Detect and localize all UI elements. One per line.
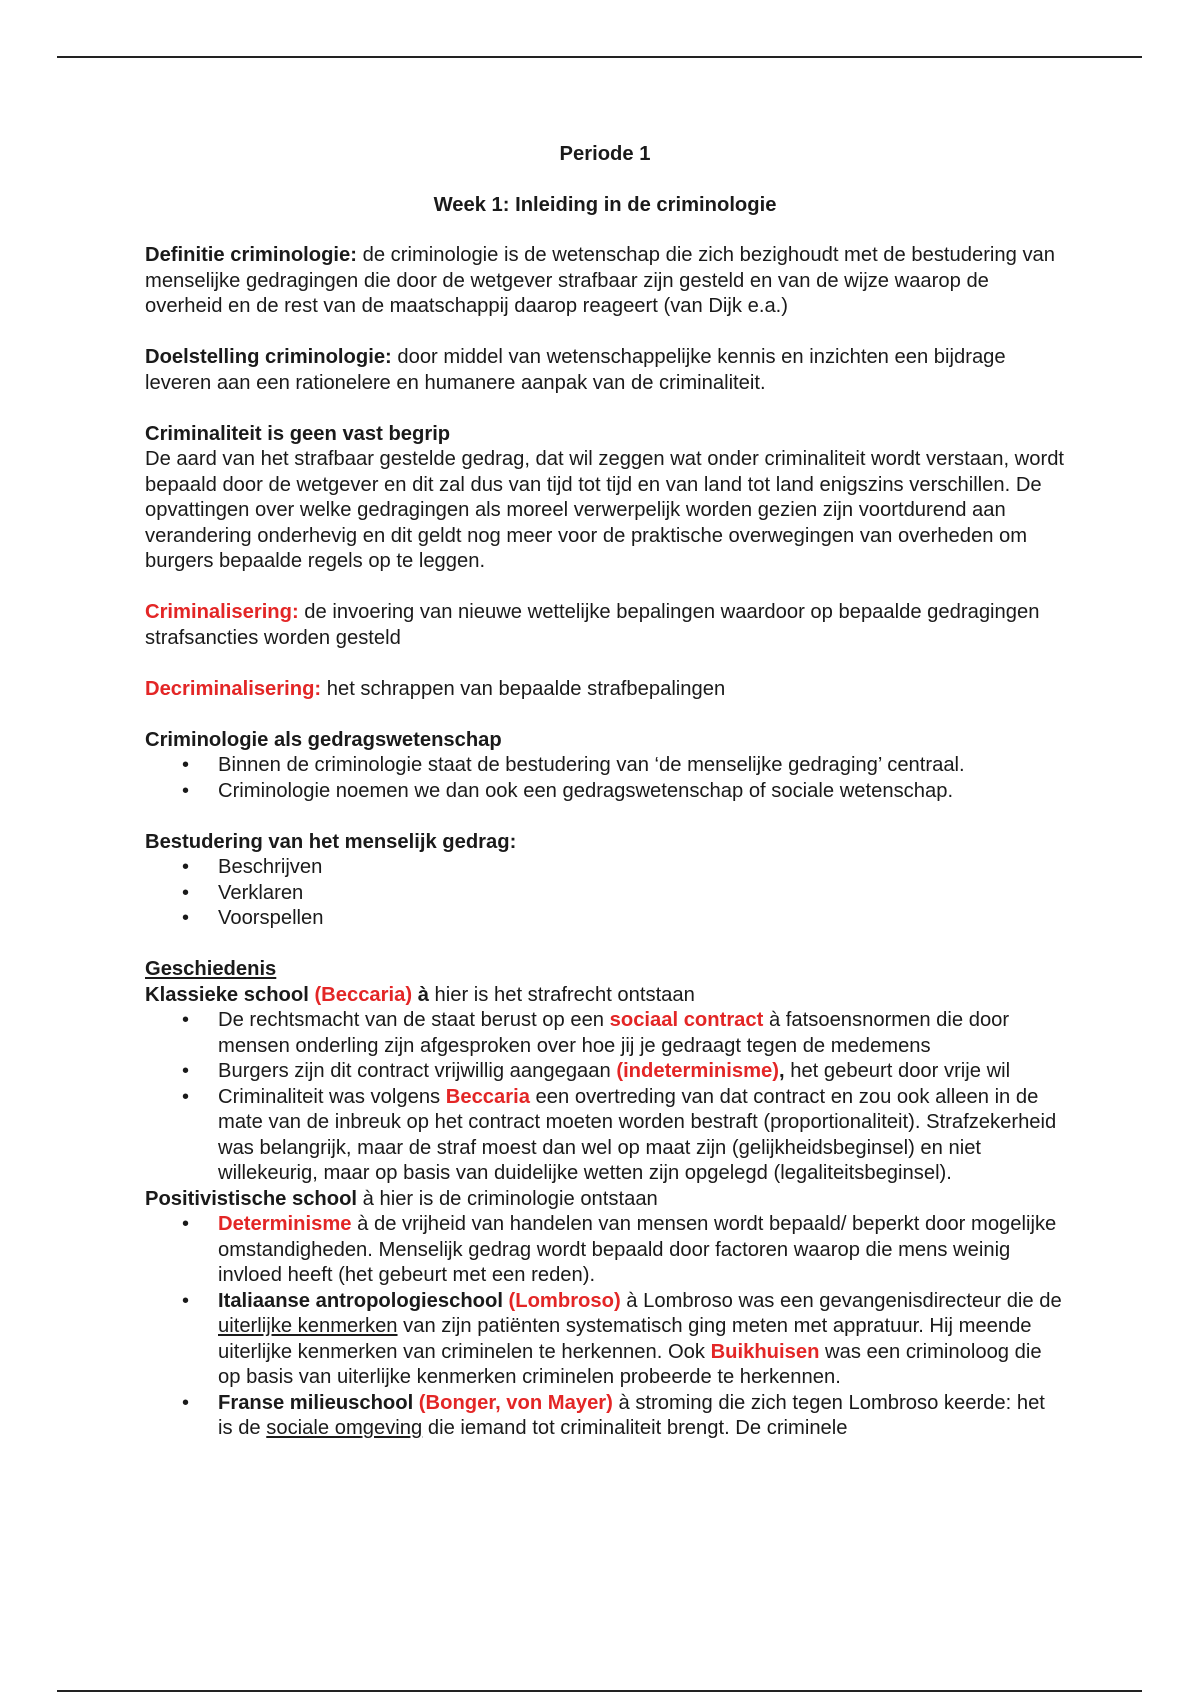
criminaliteit-text: De aard van het strafbaar gestelde gedrag, dat wil zeggen wat onder criminaliteit wordt verstaan, wordt bepaald door de wetgever en dit zal dus van tijd tot tijd en van land tot land enigszins verschillen. De opvattingen over welke gedragingen als moreel verwerpelijk worden gezien zijn voortdurend aan verandering onderhevig en dit geldt nog meer voor de praktische overwegingen van overheden om burgers bepaalde regels op te leggen. <box>145 448 1065 572</box>
highlight-term: (indeterminisme) <box>616 1060 779 1082</box>
criminalisering-label: Criminalisering: <box>145 601 299 623</box>
definitie-label: Definitie criminologie: <box>145 244 357 266</box>
highlight-term: (Bonger, von Mayer) <box>413 1391 613 1414</box>
decriminalisering-paragraph <box>145 677 1065 703</box>
decriminalisering-label: Decriminalisering: <box>145 677 322 700</box>
item-text: , <box>779 1060 785 1082</box>
item-text: een overtreding van dat contract en zou ook alleen in de mate van de inbreuk op het contract moeten worden bestraft (proportionaliteit). Strafzekerheid was belangrijk, maar de straf moest dan wel op maat zijn (gelijkheidsbeginsel) en niet willekeurig, maar op basis van duidelijke wetten zijn opgelegd (legaliteitsbeginsel). <box>218 1085 1057 1184</box>
document-page <box>145 142 1065 1442</box>
list-item <box>145 1212 1065 1289</box>
item-text: à de vrijheid van handelen van mensen wordt bepaald/ beperkt door mogelijke omstandigheden. Menselijk gedrag wordt bepaald door factoren waarop die mens weinig invloed heeft (het gebeurt met een reden). <box>218 1213 1057 1286</box>
page-title: Periode 1 <box>559 143 651 165</box>
week-title: Week 1: Inleiding in de criminologie <box>433 193 777 216</box>
positivistische-school-list <box>145 1212 1065 1442</box>
list-item <box>145 1008 1065 1059</box>
criminalisering-text: de invoering van nieuwe wettelijke bepalingen waardoor op bepaalde gedragingen strafsancties worden gesteld <box>145 601 1040 649</box>
item-text: à fatsoensnormen die door mensen onderling zijn afgesproken over hoe jij je gedraagt tegen de medemens <box>218 1009 1010 1057</box>
klassieke-school-text: hier is het strafrecht ontstaan <box>428 983 695 1006</box>
underlined-term: uiterlijke kenmerken <box>218 1315 398 1337</box>
highlight-term: Beccaria <box>445 1085 530 1108</box>
item-text: het gebeurt door vrije wil <box>784 1060 1011 1082</box>
item-text: Burgers zijn dit contract vrijwillig aangegaan <box>218 1060 617 1082</box>
bestudering-heading: Bestudering van het menselijk gedrag: <box>145 830 517 853</box>
highlight-term: (Lombroso) <box>502 1289 621 1312</box>
item-text: van zijn patiënten systematisch ging meten met appratuur. Hij meende uiterlijke kenmerken van criminelen te herkennen. Ook <box>218 1315 1032 1363</box>
highlight-term: Determinisme <box>218 1213 352 1235</box>
list-item: • Binnen de criminologie staat de bestudering van ‘de menselijke gedraging’ centraal. <box>145 753 1065 779</box>
top-rule <box>57 56 1142 58</box>
positivistische-school-text: à hier is de criminologie ontstaan <box>357 1187 658 1210</box>
item-text: à stroming die zich tegen Lombroso keerde: het is de <box>218 1391 1045 1439</box>
beccaria-tag: (Beccaria) <box>314 983 413 1006</box>
item-text: was een criminoloog die op basis van uiterlijke kenmerken criminelen probeerde te herkennen. <box>218 1340 1042 1388</box>
doelstelling-label: Doelstelling criminologie: <box>145 346 392 368</box>
arrow-symbol: à <box>417 983 429 1006</box>
underlined-term: sociale omgeving <box>266 1417 423 1439</box>
klassieke-school-label: Klassieke school <box>145 983 309 1006</box>
item-text: à Lombroso was een gevangenisdirecteur die de <box>620 1289 1062 1312</box>
decriminalisering-text: het schrappen van bepaalde strafbepalingen <box>321 677 726 700</box>
highlight-term: Buikhuisen <box>710 1340 820 1363</box>
positivistische-school-line <box>145 1187 1065 1213</box>
gedragswetenschap-list <box>145 753 1065 804</box>
list-item <box>145 1391 1065 1442</box>
bottom-rule <box>57 1690 1142 1692</box>
definitie-paragraph <box>145 243 1065 320</box>
doelstelling-text: door middel van wetenschappelijke kennis en inzichten een bijdrage leveren aan een rationelere en humanere aanpak van de criminaliteit. <box>145 346 1006 394</box>
list-item: • Beschrijven <box>145 855 1065 881</box>
list-item <box>145 1059 1065 1085</box>
list-item: • Voorspellen <box>145 906 1065 932</box>
item-label: Franse milieuschool <box>218 1391 414 1414</box>
positivistische-school-label: Positivistische school <box>145 1187 358 1210</box>
criminaliteit-heading: Criminaliteit is geen vast begrip <box>145 422 451 445</box>
geschiedenis-heading: Geschiedenis <box>145 958 277 980</box>
doelstelling-paragraph <box>145 345 1065 396</box>
list-item: • Criminologie noemen we dan ook een gedragswetenschap of sociale wetenschap. <box>145 779 1065 805</box>
highlight-term: sociaal contract <box>609 1009 764 1031</box>
criminalisering-paragraph <box>145 600 1065 651</box>
item-text: die iemand tot criminaliteit brengt. De criminele <box>422 1417 848 1439</box>
list-item <box>145 1085 1065 1187</box>
klassieke-school-line <box>145 983 1065 1009</box>
item-label: Italiaanse antropologieschool <box>218 1289 503 1312</box>
gedragswetenschap-heading: Criminologie als gedragswetenschap <box>145 728 502 751</box>
item-text: De rechtsmacht van de staat berust op een <box>218 1009 610 1031</box>
list-item: • Verklaren <box>145 881 1065 907</box>
item-text: Criminaliteit was volgens <box>218 1085 446 1108</box>
bestudering-list <box>145 855 1065 932</box>
definitie-text: de criminologie is de wetenschap die zich bezighoudt met de bestudering van menselijke gedragingen die door de wetgever strafbaar zijn gesteld en van de wijze waarop de overheid en de rest van de maatschappij daarop reageert (van Dijk e.a.) <box>145 244 1056 317</box>
list-item <box>145 1289 1065 1391</box>
klassieke-school-list <box>145 1008 1065 1187</box>
